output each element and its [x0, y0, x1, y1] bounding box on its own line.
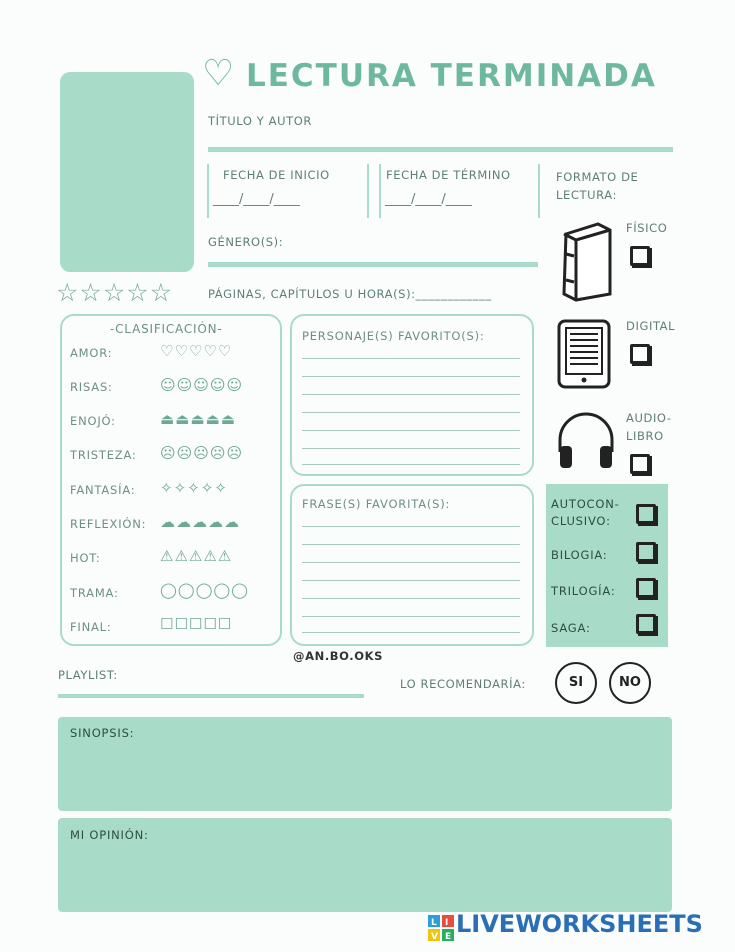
tristeza-rating[interactable]: ☹☹☹☹☹ [160, 444, 244, 462]
paginas-field[interactable]: PÁGINAS, CAPÍTULOS U HORA(S):____________ [208, 287, 492, 301]
divider [367, 164, 369, 218]
author-credit: @AN.BO.OKS [293, 649, 384, 663]
formato-audiolibro-checkbox[interactable] [630, 454, 650, 474]
clasificacion-row-label: HOT: [70, 551, 101, 565]
clasificacion-row-label: ENOJÓ: [70, 414, 116, 428]
fecha-termino-label: FECHA DE TÉRMINO [386, 168, 511, 182]
amor-rating[interactable]: ♡♡♡♡♡ [160, 342, 233, 360]
recomendaria-no-button[interactable]: NO [609, 662, 651, 704]
book-icon [558, 220, 614, 302]
risas-rating[interactable]: ☺☺☺☺☺ [160, 376, 244, 394]
sinopsis-box[interactable] [58, 717, 672, 811]
trama-rating[interactable]: ◯◯◯◯◯ [160, 581, 249, 599]
personajes-line[interactable] [302, 412, 520, 413]
formato-digital-checkbox[interactable] [630, 344, 650, 364]
hot-rating[interactable]: ⚠⚠⚠⚠⚠ [160, 547, 233, 565]
page-title: LECTURA TERMINADA [246, 58, 657, 94]
tipo-autoconclusivo-label: AUTOCON-CLUSIVO: [551, 497, 620, 528]
fecha-inicio-label: FECHA DE INICIO [223, 168, 330, 182]
formato-fisico-label: FÍSICO [626, 221, 668, 235]
tipo-bilogia-label: BILOGIA: [551, 548, 608, 562]
headphones-icon [554, 408, 618, 472]
frases-line[interactable] [302, 526, 520, 527]
clasificacion-title: -CLASIFICACIÓN- [110, 322, 223, 336]
frases-line[interactable] [302, 616, 520, 617]
personajes-line[interactable] [302, 464, 520, 465]
tipo-bilogia-checkbox[interactable] [636, 542, 656, 562]
sinopsis-label: SINOPSIS: [70, 726, 135, 740]
rating-stars[interactable]: ☆☆☆☆☆ [56, 278, 174, 307]
personajes-line[interactable] [302, 358, 520, 359]
divider [379, 164, 381, 218]
playlist-line[interactable] [58, 694, 364, 698]
recomendaria-si-button[interactable]: SI [555, 662, 597, 704]
reflexion-rating[interactable]: ☁☁☁☁☁ [160, 513, 240, 531]
liveworksheets-logo [428, 915, 454, 941]
heart-icon: ♡ [202, 53, 235, 94]
frases-line[interactable] [302, 632, 520, 633]
divider [538, 164, 540, 218]
fecha-inicio-field[interactable]: ____/____/____ [213, 192, 300, 207]
tipo-saga-label: SAGA: [551, 621, 591, 635]
personajes-title: PERSONAJE(S) FAVORITO(S): [302, 329, 485, 343]
personajes-line[interactable] [302, 376, 520, 377]
svg-text:I: I [445, 918, 449, 928]
clasificacion-row-label: RISAS: [70, 380, 113, 394]
fecha-termino-field[interactable]: ____/____/____ [385, 192, 472, 207]
clasificacion-row-label: TRISTEZA: [70, 448, 137, 462]
titulo-autor-line[interactable] [208, 147, 673, 152]
final-rating[interactable]: ☐☐☐☐☐ [160, 615, 233, 633]
frases-line[interactable] [302, 544, 520, 545]
svg-text:E: E [445, 932, 452, 941]
formato-label: FORMATO DE LECTURA: [556, 170, 639, 202]
formato-audiolibro-label: AUDIO-LIBRO [626, 411, 672, 443]
frases-line[interactable] [302, 562, 520, 563]
fantasia-rating[interactable]: ✧✧✧✧✧ [160, 479, 228, 497]
personajes-line[interactable] [302, 394, 520, 395]
enojo-rating[interactable]: ⏏⏏⏏⏏⏏ [160, 410, 236, 428]
tipo-trilogia-checkbox[interactable] [636, 578, 656, 598]
recomendaria-label: LO RECOMENDARÍA: [400, 677, 526, 691]
clasificacion-row-label: FANTASÍA: [70, 483, 136, 497]
tipo-autoconclusivo-checkbox[interactable] [636, 504, 656, 524]
clasificacion-row-label: REFLEXIÓN: [70, 517, 147, 531]
ereader-icon [556, 318, 612, 390]
opinion-box[interactable] [58, 818, 672, 912]
formato-digital-label: DIGITAL [626, 319, 676, 333]
genero-label: GÉNERO(S): [208, 235, 284, 249]
tipo-trilogia-label: TRILOGÍA: [551, 584, 616, 598]
divider [207, 164, 209, 218]
personajes-line[interactable] [302, 430, 520, 431]
tipo-saga-checkbox[interactable] [636, 614, 656, 634]
frases-line[interactable] [302, 580, 520, 581]
liveworksheets-brand: LIVEWORKSHEETS [456, 910, 703, 938]
genero-line[interactable] [208, 262, 538, 267]
personajes-line[interactable] [302, 448, 520, 449]
clasificacion-row-label: FINAL: [70, 620, 112, 634]
svg-text:L: L [431, 918, 437, 928]
svg-text:V: V [431, 932, 438, 941]
playlist-label: PLAYLIST: [58, 668, 118, 682]
clasificacion-row-label: AMOR: [70, 346, 113, 360]
frases-title: FRASE(S) FAVORITA(S): [302, 497, 451, 511]
formato-fisico-checkbox[interactable] [630, 246, 650, 266]
titulo-autor-label: TÍTULO Y AUTOR [208, 114, 312, 128]
clasificacion-row-label: TRAMA: [70, 586, 119, 600]
frases-line[interactable] [302, 598, 520, 599]
cover-placeholder [60, 72, 194, 272]
opinion-label: MI OPINIÓN: [70, 828, 149, 842]
